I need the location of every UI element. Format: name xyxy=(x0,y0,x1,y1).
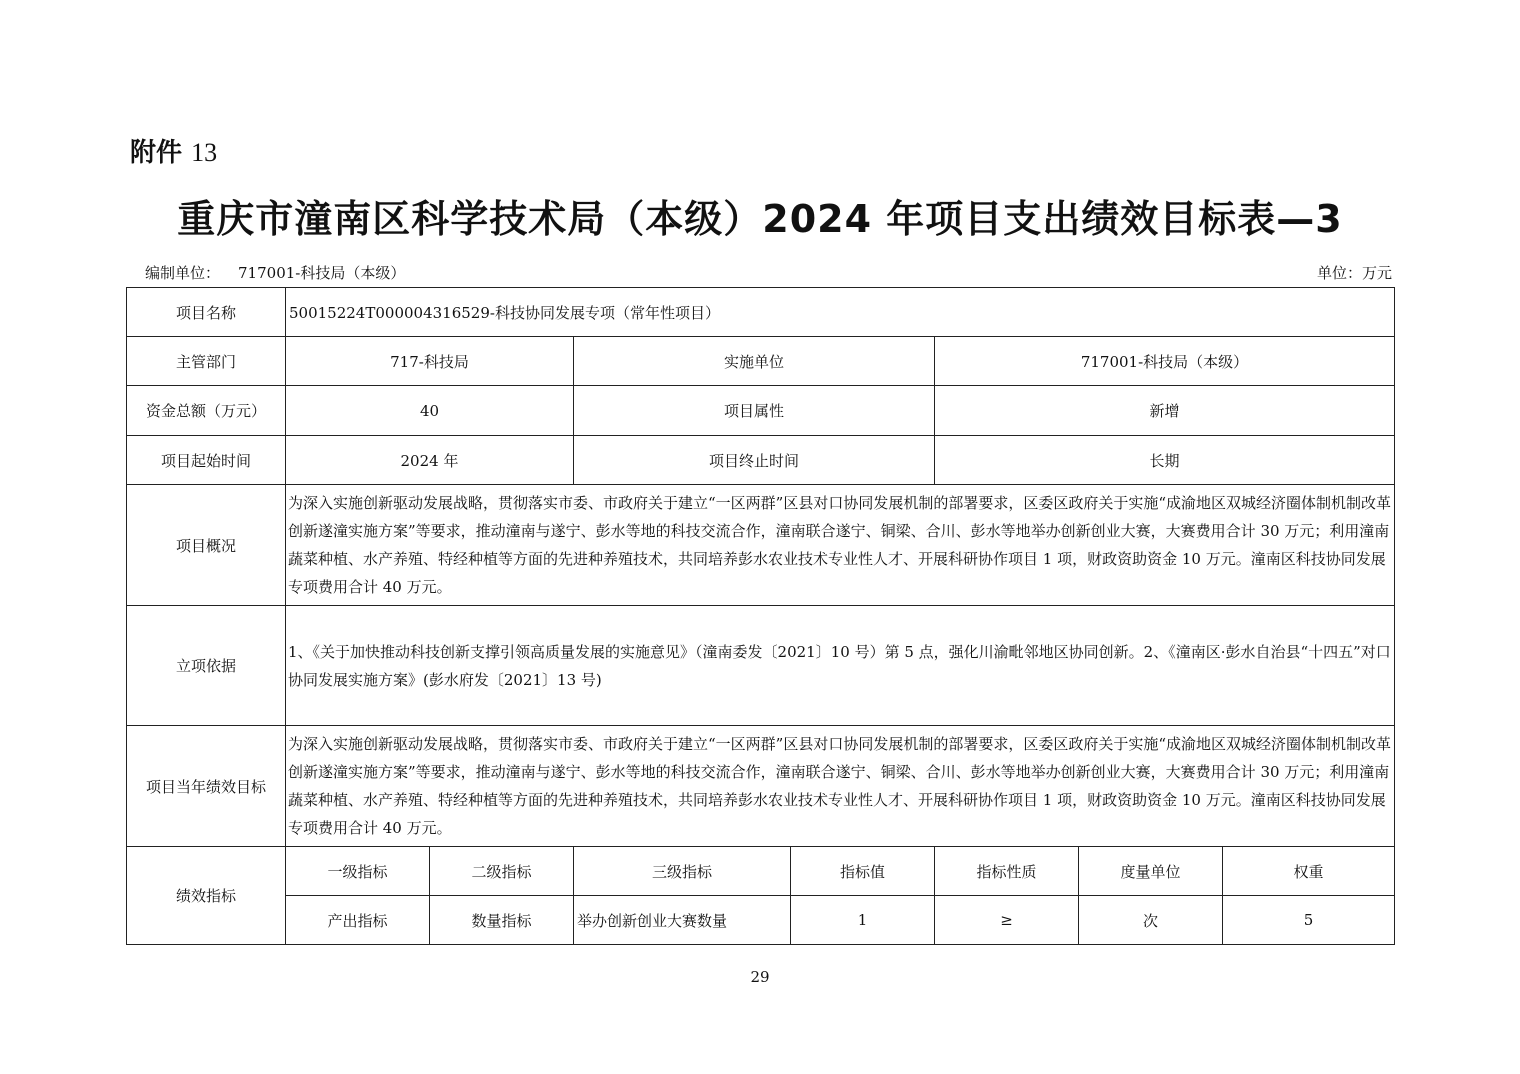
row-department xyxy=(127,337,1395,386)
row-overview xyxy=(127,485,1395,606)
indicator-header: 权重 xyxy=(1223,847,1395,896)
attachment-label xyxy=(130,132,217,169)
attachment-number: 13 xyxy=(191,138,218,167)
funds-value: 40 xyxy=(286,386,574,436)
indicator-header: 三级指标 xyxy=(574,847,791,896)
indicator-header-row xyxy=(127,847,1395,896)
project-name-value: 50015224T000004316529-科技协同发展专项（常年性项目） xyxy=(286,288,1395,337)
indicator-cell: 5 xyxy=(1223,896,1395,945)
dept-value: 717-科技局 xyxy=(286,337,574,386)
page-number: 29 xyxy=(750,968,770,986)
currency-unit: 单位：万元 xyxy=(1316,264,1392,282)
compiling-unit xyxy=(145,262,405,283)
goal-text: 为深入实施创新驱动发展战略，贯彻落实市委、市政府关于建立“一区两群”区县对口协同发展机制的部署要求，区委区政府关于实施“成渝地区双城经济圈体制机制改革创新遂潼实施方案”等要求，推动潼南与遂宁、彭水等地的科技交流合作，潼南联合遂宁、铜梁、合川、彭水等地举办创新创业大赛，大赛费用合计 30 万元；利用潼南蔬菜种植、水产养殖、特经种植等方面的先进种养殖技术，共同培养彭水农业技术专业性人才、开展科研协作项目 1 项，财政资助资金 10 万元。潼南区科技协同发展专项费用合计 40 万元。 xyxy=(286,726,1395,847)
basis-text: 1、《关于加快推动科技创新支撑引领高质量发展的实施意见》（潼南委发〔2021〕10 号）第 5 点，强化川渝毗邻地区协同创新。2、《潼南区·彭水自治县“十四五”对口协同发展实施方案》(彭水府发〔2021〕13 号) xyxy=(286,606,1395,726)
indicator-cell: ≥ xyxy=(935,896,1079,945)
indicator-cell: 产出指标 xyxy=(286,896,430,945)
indicator-cell: 1 xyxy=(791,896,935,945)
dept-label: 主管部门 xyxy=(127,337,286,386)
start-value: 2024 年 xyxy=(286,436,574,485)
indicator-cell: 举办创新创业大赛数量 xyxy=(574,896,791,945)
row-project-name xyxy=(127,288,1395,337)
indicator-header: 指标性质 xyxy=(935,847,1079,896)
start-label: 项目起始时间 xyxy=(127,436,286,485)
funds-label: 资金总额（万元） xyxy=(127,386,286,436)
performance-table xyxy=(126,287,1395,945)
project-name-label: 项目名称 xyxy=(127,288,286,337)
attr-value: 新增 xyxy=(935,386,1395,436)
indicator-header: 度量单位 xyxy=(1079,847,1223,896)
row-basis xyxy=(127,606,1395,726)
indicator-row xyxy=(127,896,1395,945)
indicator-cell: 次 xyxy=(1079,896,1223,945)
indicator-header: 指标值 xyxy=(791,847,935,896)
indicator-header: 一级指标 xyxy=(286,847,430,896)
basis-label: 立项依据 xyxy=(127,606,286,726)
indicator-cell: 数量指标 xyxy=(430,896,574,945)
row-period xyxy=(127,436,1395,485)
compiling-unit-label: 编制单位： xyxy=(145,264,221,282)
compiling-unit-value: 717001-科技局（本级） xyxy=(238,264,406,282)
goal-label: 项目当年绩效目标 xyxy=(127,726,286,847)
impl-value: 717001-科技局（本级） xyxy=(935,337,1395,386)
row-funds xyxy=(127,386,1395,436)
overview-text: 为深入实施创新驱动发展战略，贯彻落实市委、市政府关于建立“一区两群”区县对口协同发展机制的部署要求，区委区政府关于实施“成渝地区双城经济圈体制机制改革创新遂潼实施方案”等要求，推动潼南与遂宁、彭水等地的科技交流合作，潼南联合遂宁、铜梁、合川、彭水等地举办创新创业大赛，大赛费用合计 30 万元；利用潼南蔬菜种植、水产养殖、特经种植等方面的先进种养殖技术，共同培养彭水农业技术专业性人才、开展科研协作项目 1 项，财政资助资金 10 万元。潼南区科技协同发展专项费用合计 40 万元。 xyxy=(286,485,1395,606)
overview-label: 项目概况 xyxy=(127,485,286,606)
attachment-text: 附件 xyxy=(130,138,183,168)
row-goal xyxy=(127,726,1395,847)
impl-label: 实施单位 xyxy=(574,337,935,386)
indicator-header: 二级指标 xyxy=(430,847,574,896)
page-title: 重庆市潼南区科学技术局（本级）2024 年项目支出绩效目标表—3 xyxy=(177,197,1343,241)
end-label: 项目终止时间 xyxy=(574,436,935,485)
indicator-label: 绩效指标 xyxy=(127,847,286,945)
attr-label: 项目属性 xyxy=(574,386,935,436)
end-value: 长期 xyxy=(935,436,1395,485)
